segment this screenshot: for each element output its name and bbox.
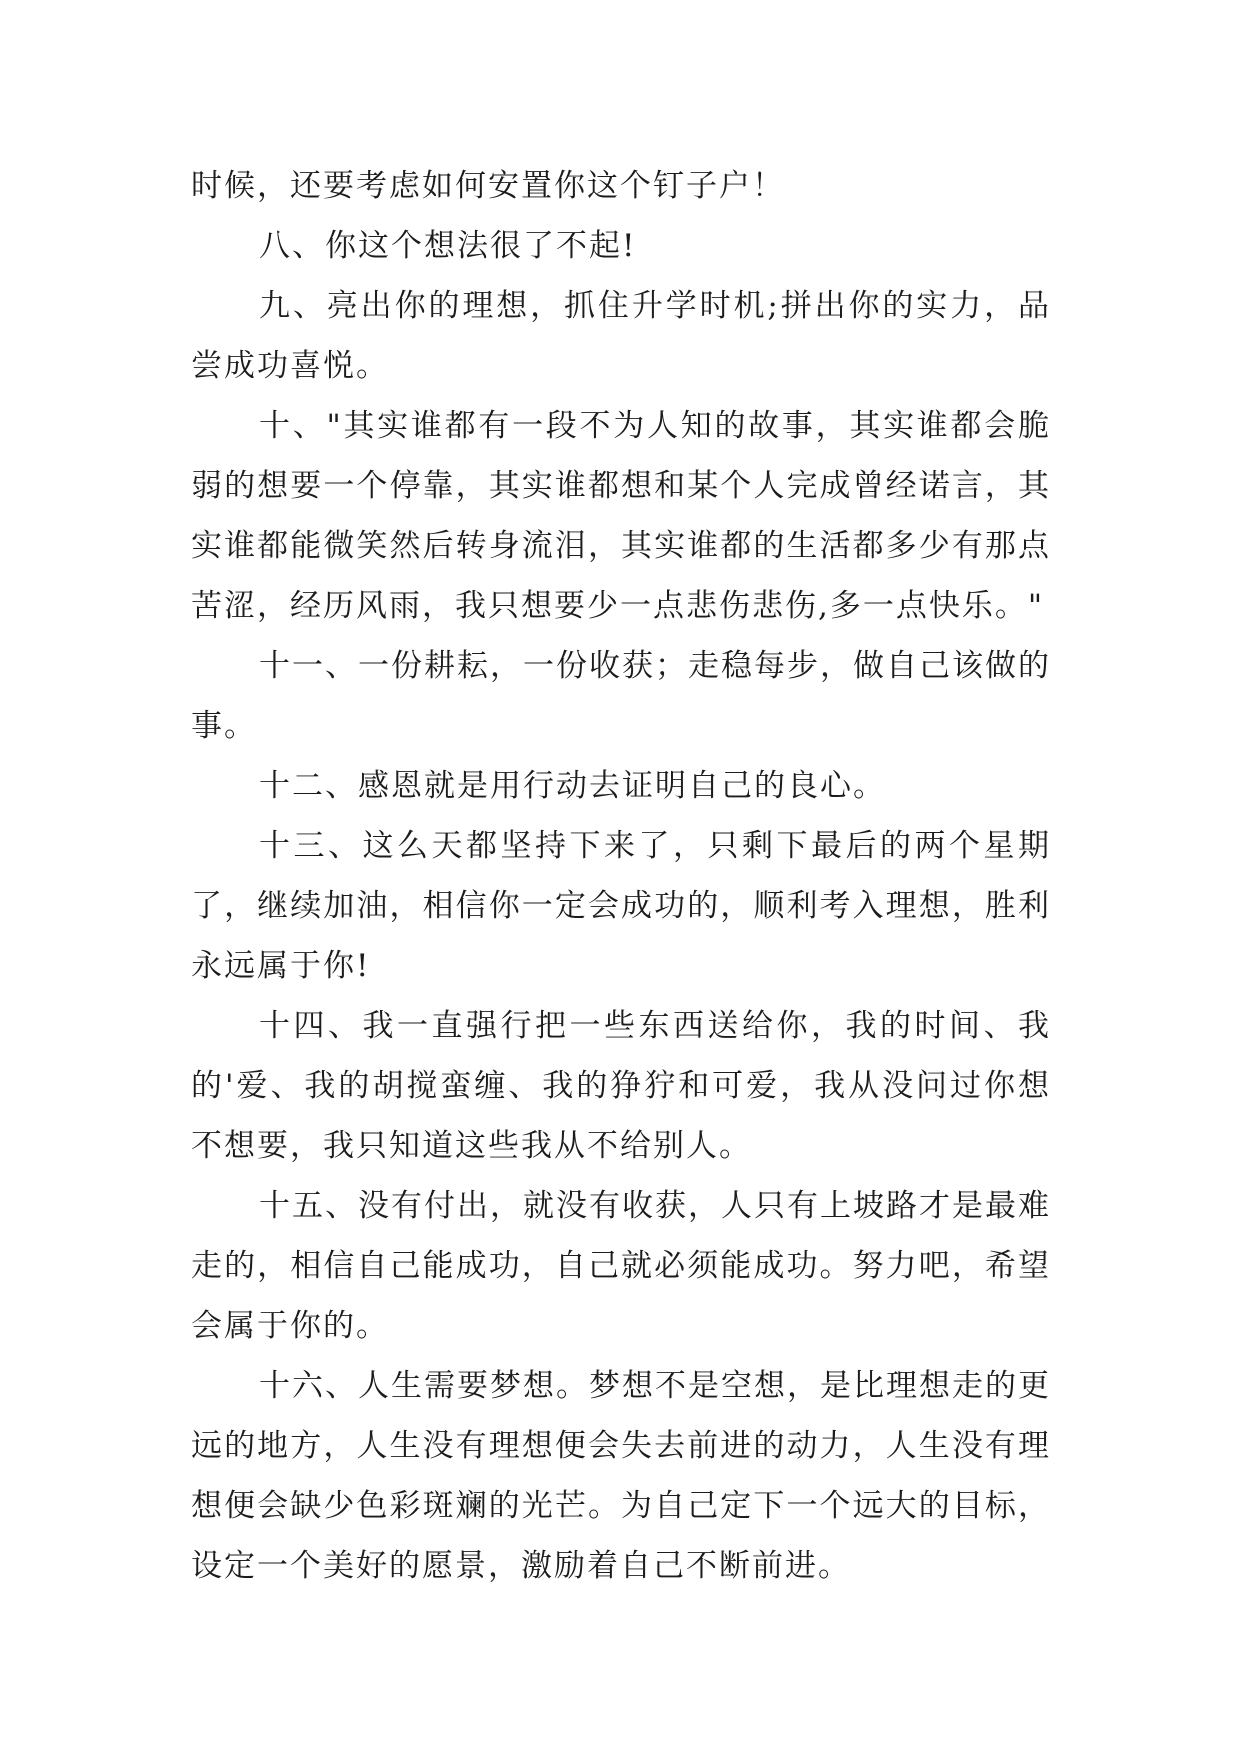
- paragraph-item-11: 十一、一份耕耘，一份收获；走稳每步，做自己该做的事。: [191, 648, 1051, 744]
- paragraph-item-12: 十二、感恩就是用行动去证明自己的良心。: [259, 768, 886, 804]
- paragraph-continuation: 时候，还要考虑如何安置你这个钉子户！: [191, 168, 785, 204]
- paragraph-item-14: 十四、我一直强行把一些东西送给你，我的时间、我的'爱、我的胡搅蛮缠、我的狰狞和可爱，我从没问过你想不想要，我只知道这些我从不给别人。: [191, 1008, 1051, 1164]
- paragraph-item-10: 十、"其实谁都有一段不为人知的故事，其实谁都会脆弱的想要一个停靠，其实谁都想和某个人完成曾经诺言，其实谁都能微笑然后转身流泪，其实谁都的生活都多少有那点苦涩，经历风雨，我只想要少一点悲伤悲伤,多一点快乐。": [191, 408, 1051, 624]
- paragraph-item-9: 九、亮出你的理想，抓住升学时机;拼出你的实力，品尝成功喜悦。: [191, 288, 1051, 384]
- paragraph-item-8: 八、你这个想法很了不起!: [259, 228, 637, 264]
- paragraph-item-15: 十五、没有付出，就没有收获，人只有上坡路才是最难走的，相信自己能成功，自己就必须能成功。努力吧，希望会属于你的。: [191, 1188, 1051, 1344]
- document-body: [191, 156, 1051, 1596]
- paragraph-item-13: 十三、这么天都坚持下来了，只剩下最后的两个星期了，继续加油，相信你一定会成功的，顺利考入理想，胜利永远属于你!: [191, 828, 1051, 984]
- paragraph-item-16: 十六、人生需要梦想。梦想不是空想，是比理想走的更远的地方，人生没有理想便会失去前进的动力，人生没有理想便会缺少色彩斑斓的光芒。为自己定下一个远大的目标，设定一个美好的愿景，激励着自己不断前进。: [191, 1368, 1051, 1584]
